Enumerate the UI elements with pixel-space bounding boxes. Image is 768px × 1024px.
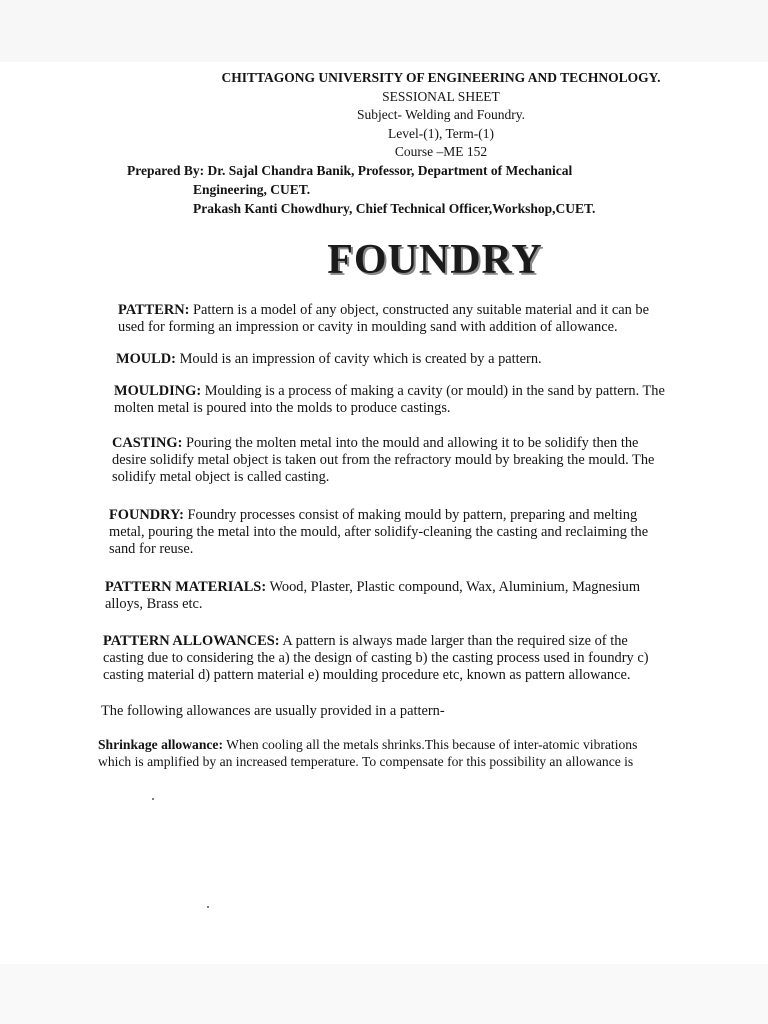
definition-term: PATTERN ALLOWANCES: <box>103 633 280 649</box>
definition-term: MOULDING: <box>114 383 202 399</box>
definition-text: alloys, Brass etc. <box>105 596 203 612</box>
page-title: FOUNDRY <box>327 237 543 283</box>
definition-pattern-materials <box>105 579 755 613</box>
definition-foundry <box>109 507 759 558</box>
definition-pattern-allowances <box>103 633 753 684</box>
prepared-by-line-3: Prakash Kanti Chowdhury, Chief Technical Officer,Workshop,CUET. <box>193 201 596 216</box>
definition-casting <box>112 435 762 486</box>
definition-text: A pattern is always made larger than the required size of the <box>282 633 628 649</box>
scan-speck <box>207 906 209 908</box>
definition-term: PATTERN MATERIALS: <box>105 579 267 595</box>
sheet-type: SESSIONAL SHEET <box>382 89 500 104</box>
definition-text: which is amplified by an increased temperature. To compensate for this possibility an allowance is <box>98 754 634 769</box>
allowances-intro: The following allowances are usually provided in a pattern- <box>101 703 445 719</box>
definition-text: used for forming an impression or cavity in moulding sand with addition of allowance. <box>118 319 618 335</box>
definition-text: When cooling all the metals shrinks.This because of inter-atomic vibrations <box>226 737 638 752</box>
definition-text: Pouring the molten metal into the mould and allowing it to be solidify then the <box>185 435 639 451</box>
scan-speck <box>152 798 154 800</box>
definition-moulding <box>114 383 764 417</box>
definition-text: sand for reuse. <box>109 541 194 557</box>
definition-term: Shrinkage allowance: <box>98 737 223 752</box>
definition-text: casting due to considering the a) the design of casting b) the casting process used in foundry c) <box>103 650 649 666</box>
definition-shrinkage-allowance <box>98 736 748 770</box>
definition-text: desire solidify metal object is taken out from the refractory mould by breaking the mould. The <box>112 452 655 468</box>
definition-text: Foundry processes consist of making mould by pattern, preparing and melting <box>187 507 638 523</box>
course-line: Course –ME 152 <box>394 144 488 159</box>
subject-line: Subject- Welding and Foundry. <box>356 107 526 122</box>
definition-text: molten metal is poured into the molds to produce castings. <box>114 400 451 416</box>
definition-text: solidify metal object is called casting. <box>112 469 330 485</box>
university-name: CHITTAGONG UNIVERSITY OF ENGINEERING AND TECHNOLOGY. <box>221 70 661 85</box>
definition-mould <box>116 351 766 368</box>
definition-text: Wood, Plaster, Plastic compound, Wax, Aluminium, Magnesium <box>269 579 641 595</box>
definition-pattern <box>118 302 768 336</box>
definition-term: FOUNDRY: <box>109 507 184 523</box>
definition-term: MOULD: <box>116 351 176 367</box>
definition-text: metal, pouring the metal into the mould, after solidify-cleaning the casting and reclaiming the <box>109 524 649 540</box>
definition-text: Moulding is a process of making a cavity (or mould) in the sand by pattern. The <box>204 383 665 399</box>
definition-text: Pattern is a model of any object, constructed any suitable material and it can be <box>193 302 649 318</box>
prepared-by-line-2: Engineering, CUET. <box>193 182 311 197</box>
level-term-line: Level-(1), Term-(1) <box>387 126 494 141</box>
prepared-by-line-1: Prepared By: Dr. Sajal Chandra Banik, Professor, Department of Mechanical <box>127 163 573 178</box>
scan-top-margin <box>0 0 768 62</box>
definition-text: Mould is an impression of cavity which is created by a pattern. <box>179 351 542 367</box>
definition-text: casting material d) pattern material e) moulding procedure etc, known as pattern allowance. <box>103 667 631 683</box>
scan-bottom-margin <box>0 964 768 1024</box>
definition-term: PATTERN: <box>118 302 190 318</box>
definition-term: CASTING: <box>112 435 183 451</box>
